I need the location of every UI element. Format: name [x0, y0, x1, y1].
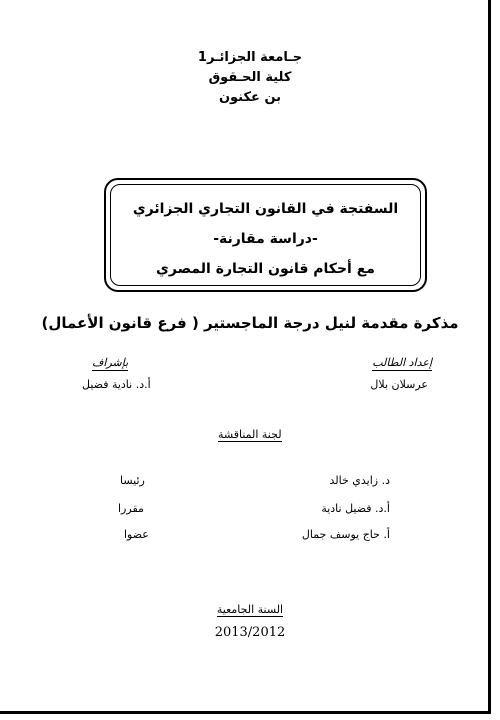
- title-line-1: السفتجة في القانون التجاري الجزائري: [132, 201, 399, 217]
- campus-name: بن عكنون: [218, 90, 282, 105]
- thesis-title: [106, 194, 425, 284]
- institution-header: [0, 48, 500, 108]
- title-frame: [104, 178, 427, 292]
- committee-member-3-role: عضوا: [124, 528, 149, 541]
- supervisor-name: أ.د. نادية فضيل: [82, 378, 151, 391]
- title-line-3: مع أحكام قانون التجارة المصري: [156, 261, 375, 277]
- faculty-name: كلية الحـقوق: [208, 70, 292, 85]
- supervisor-label: بإشراف: [92, 356, 129, 369]
- committee-label: لجنة المناقشة: [218, 428, 282, 441]
- committee-member-2-role: مقررا: [118, 502, 144, 515]
- student-name: عرسلان بلال: [370, 378, 428, 391]
- academic-year-label: السنة الجامعية: [216, 603, 284, 616]
- student-label: إعداد الطالب: [372, 356, 432, 369]
- committee-member-1-name: د. زايدي خالد: [329, 474, 390, 487]
- university-name: جـامعة الجزائـر1: [197, 50, 303, 65]
- committee-member-3-name: أ. حاج يوسف جمال: [301, 528, 390, 541]
- title-line-2: -دراسة مقارنة-: [213, 231, 318, 247]
- committee-member-1-role: رئيسا: [120, 474, 145, 487]
- academic-year: 2013/2012: [214, 625, 286, 640]
- memo-statement: مذكرة مقدمة لنيل درجة الماجستير ( فرع قانون الأعمال): [41, 314, 459, 332]
- committee-member-2-name: أ.د. فضيل نادية: [321, 502, 390, 515]
